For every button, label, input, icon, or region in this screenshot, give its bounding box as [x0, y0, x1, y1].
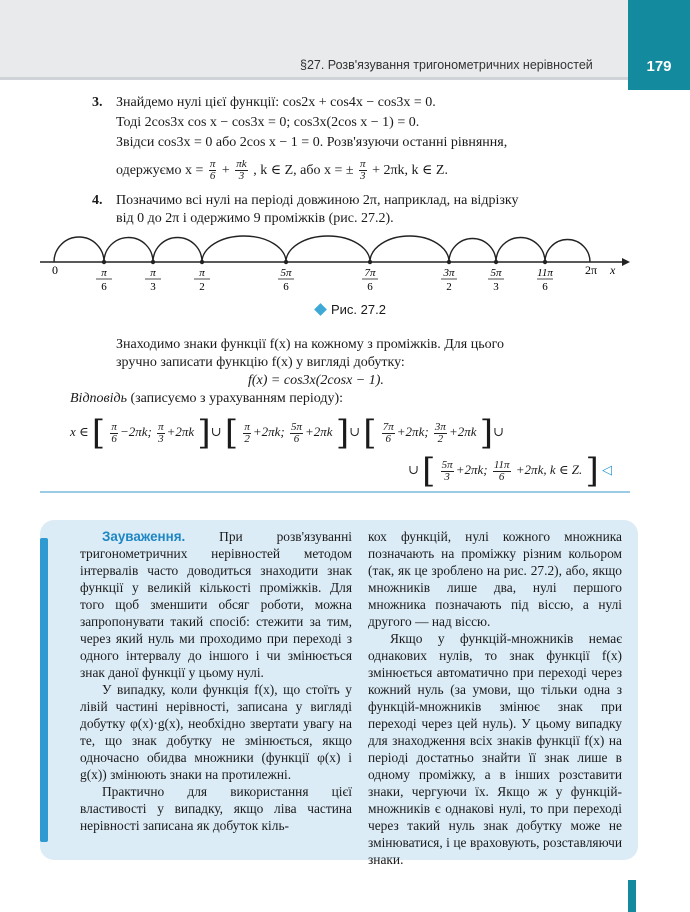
zero-point: [447, 260, 451, 264]
frac-den: 2: [437, 432, 444, 445]
step3-l4d: + 2πk, k ∈ Z.: [372, 163, 448, 178]
frac-den: 6: [209, 170, 216, 183]
answer-a10: ∪: [493, 424, 504, 439]
tick-denominator: 3: [150, 281, 156, 293]
note-column-1: [80, 528, 352, 834]
frac-num: π: [158, 420, 164, 433]
frac-5pi-3: [441, 460, 454, 483]
zero-point: [102, 260, 106, 264]
answer-heading: [70, 390, 343, 408]
frac-num: π: [360, 158, 366, 171]
running-title: §27. Розв'язування тригонометричних нерівностей: [300, 58, 593, 72]
answer-a6: +2πk: [305, 424, 333, 439]
frac-den: 6: [498, 470, 505, 483]
frac-den: 2: [244, 432, 250, 445]
zero-point: [200, 260, 204, 264]
axis-arrow: [622, 258, 630, 266]
answer-a11: +2πk;: [455, 462, 488, 477]
note-paragraph-3: Практично для використання цієї властивості у випадку, якщо ліва частина нерівності записана як добуток кіль-: [80, 784, 352, 833]
tick-denominator: 3: [493, 281, 499, 293]
answer-label-rest: (записуємо з урахуванням періоду):: [130, 391, 344, 406]
bracket-left: [: [91, 413, 106, 454]
tick-numerator: 11π: [537, 267, 553, 279]
answer-a9: +2πk: [448, 424, 477, 439]
interval-arc: [54, 237, 104, 262]
answer-union: ∪: [408, 462, 419, 477]
zero-point: [494, 260, 498, 264]
axis-x-label: x: [610, 263, 616, 277]
number-line-figure: [40, 222, 630, 302]
step3-line1: Знайдемо нулі цієї функції: cos2x + cos4x − cos3x = 0.: [116, 95, 436, 110]
frac-num: π: [111, 420, 117, 433]
tick-numerator: 5π: [490, 267, 502, 279]
note-paragraph-4: кох функцій, нулі кожного множника позначають на проміжку різним кольором (так, як це зроблено на рис. 27.2), або, якщо множників лише два, нулі першого множника позначають під віссю, а нулі другого — над віссю.: [368, 529, 622, 629]
frac-den: 6: [293, 432, 300, 445]
tick-denominator: 2: [199, 281, 205, 293]
diamond-icon: [314, 303, 327, 316]
zero-point: [151, 260, 155, 264]
step4-number: 4.: [92, 193, 103, 208]
figure-caption-text: Рис. 27.2: [331, 302, 386, 317]
bracket-right: ]: [335, 413, 350, 454]
answer-a4: ∪: [210, 424, 222, 439]
frac-7pi-6: [382, 422, 395, 445]
step3-line4: [116, 156, 448, 186]
tick-numerator: π: [150, 267, 156, 279]
tick-denominator: 6: [367, 281, 373, 293]
tick-numerator: 7π: [364, 267, 376, 279]
frac-num: π: [209, 158, 216, 171]
para-line1: Знаходимо знаки функції f(x) на кожному з проміжків. Для цього: [116, 337, 504, 352]
tick-denominator: 6: [101, 281, 107, 293]
frac-den: 6: [111, 432, 117, 445]
tick-labels: [96, 260, 553, 293]
bracket-left: [: [224, 413, 239, 454]
frac-3pi-2: [434, 422, 447, 445]
frac-den: 3: [444, 470, 450, 483]
frac-pi-6: [110, 422, 118, 445]
step3-line3: Звідси cos3x = 0 або 2cos x − 1 = 0. Розв'язуючи останні рівняння,: [116, 135, 508, 150]
zero-point: [368, 260, 372, 264]
frac-num: πk: [236, 158, 247, 171]
interval-arc: [104, 238, 153, 262]
section-separator: [40, 491, 630, 493]
para-formula: f(x) = cos3x(2cosx − 1).: [248, 373, 384, 388]
step3-number: 3.: [92, 95, 103, 110]
step3-l4c: , k ∈ Z, або x = ±: [253, 163, 354, 178]
end-triangle-icon: ◁: [601, 462, 612, 477]
tick-denominator: 6: [283, 281, 289, 293]
frac-num: 5π: [291, 420, 303, 433]
note-paragraph-1: [80, 528, 352, 681]
two-pi-label: 2π: [585, 263, 598, 277]
interval-arc: [153, 238, 202, 263]
interval-arc: [545, 240, 590, 263]
frac-pi-6: [209, 159, 217, 182]
interval-arc: [202, 236, 286, 262]
frac-num: 11π: [493, 458, 510, 471]
page-tab: [628, 0, 690, 90]
note-text-1: При розв'язуванні тригонометричних нерівностей методом інтервалів часто доводиться знаходити знак функції у великій кількості проміжків. Для того щоб зменшити обсяг роботи, можна запропонувати такий спосіб: стежити за тим, через який нуль ми проходимо при переході з одного інтервалу до іншого і чи змінюється знак даної функції у цьому нулі.: [80, 529, 352, 680]
figure-caption: [316, 302, 386, 317]
frac-den: 3: [158, 432, 164, 445]
answer-line2: [408, 451, 612, 492]
page-number: 179: [646, 58, 672, 75]
note-column-2: [368, 528, 622, 868]
tick-numerator: π: [101, 267, 107, 279]
answer-a2: −2πk;: [119, 424, 152, 439]
step4-line1: Позначимо всі нулі на періоді довжиною 2π, наприклад, на відрізку: [116, 193, 519, 208]
frac-den: 3: [360, 170, 366, 183]
zero-point: [284, 260, 288, 264]
tick-numerator: 5π: [280, 267, 292, 279]
step4-line2: від 0 до 2π і одержимо 9 проміжків (рис. 27.2).: [116, 211, 394, 226]
frac-pi-2: [243, 422, 251, 445]
bracket-right: ]: [479, 413, 494, 454]
frac-den: 6: [385, 432, 392, 445]
interval-arc: [370, 236, 449, 262]
frac-num: π: [244, 420, 250, 433]
page-side-bar: [628, 880, 636, 912]
bracket-right: ]: [585, 451, 599, 492]
step3-l4a: одержуємо x =: [116, 163, 204, 178]
arcs: [54, 236, 590, 262]
frac-den: 3: [238, 170, 245, 183]
bracket-left: [: [422, 451, 436, 492]
answer-a5: +2πk;: [252, 424, 285, 439]
frac-pi-3: [359, 159, 367, 182]
frac-11pi-6: [493, 460, 511, 483]
tick-numerator: 3π: [443, 267, 455, 279]
interval-arc: [496, 238, 545, 263]
para-line2: зручно записати функцію f(x) у вигляді добутку:: [116, 355, 405, 370]
zero-point: [543, 260, 547, 264]
bracket-left: [: [363, 413, 377, 454]
answer-line1: [70, 413, 504, 454]
frac-num: 5π: [441, 458, 453, 471]
tick-denominator: 2: [446, 281, 452, 293]
note-label: Зауваження.: [102, 529, 186, 544]
frac-pi-3: [157, 422, 165, 445]
answer-a7: ∪: [349, 424, 360, 439]
tick-denominator: 6: [542, 281, 548, 293]
interval-arc: [286, 236, 370, 262]
answer-a1: x ∈: [70, 424, 89, 439]
step3-l4b: +: [221, 163, 230, 178]
tick-numerator: π: [199, 267, 205, 279]
step3-line2: Тоді 2cos3x cos x − cos3x = 0; cos3x(2cos x − 1) = 0.: [116, 115, 420, 130]
note-paragraph-5: Якщо у функцій-множників немає однакових нулів, то знак функції f(x) змінюється автоматично при переході через кожний нуль (за умови, що тільки одна з функцій-множників змінює знак при переході через цей нуль). У цьому випадку для знаходження всіх знаків функції f(x) на періоді достатньо знайти її знак лише в одному проміжку, а в інших розставити знаки, чергуючи їх. Якщо ж у функцій-множників є однакові нулі, то при переході через такий нуль знак добутку може не змінюватися, і це враховують, розставляючи знаки.: [368, 631, 622, 867]
answer-label: Відповідь: [70, 391, 127, 406]
interval-arc: [449, 239, 496, 263]
frac-num: 3π: [434, 420, 446, 433]
answer-a3: +2πk: [166, 424, 195, 439]
answer-a8: +2πk;: [396, 424, 429, 439]
note-paragraph-2: У випадку, коли функція f(x), що стоїть у лівій частині нерівності, записана у вигляді добутку φ(x)·g(x), необхідно звертати увагу на те, що знак добутку не змінюється, якщо одночасно обидва множники (функції φ(x) і g(x)) змінюють знаки на протилежні.: [80, 682, 352, 782]
frac-pik-3: [235, 159, 247, 182]
frac-num: 7π: [382, 420, 394, 433]
bracket-right: ]: [197, 413, 211, 454]
answer-a12: +2πk, k ∈ Z.: [515, 462, 583, 477]
frac-5pi-6: [290, 422, 303, 445]
zero-label: 0: [52, 263, 58, 277]
